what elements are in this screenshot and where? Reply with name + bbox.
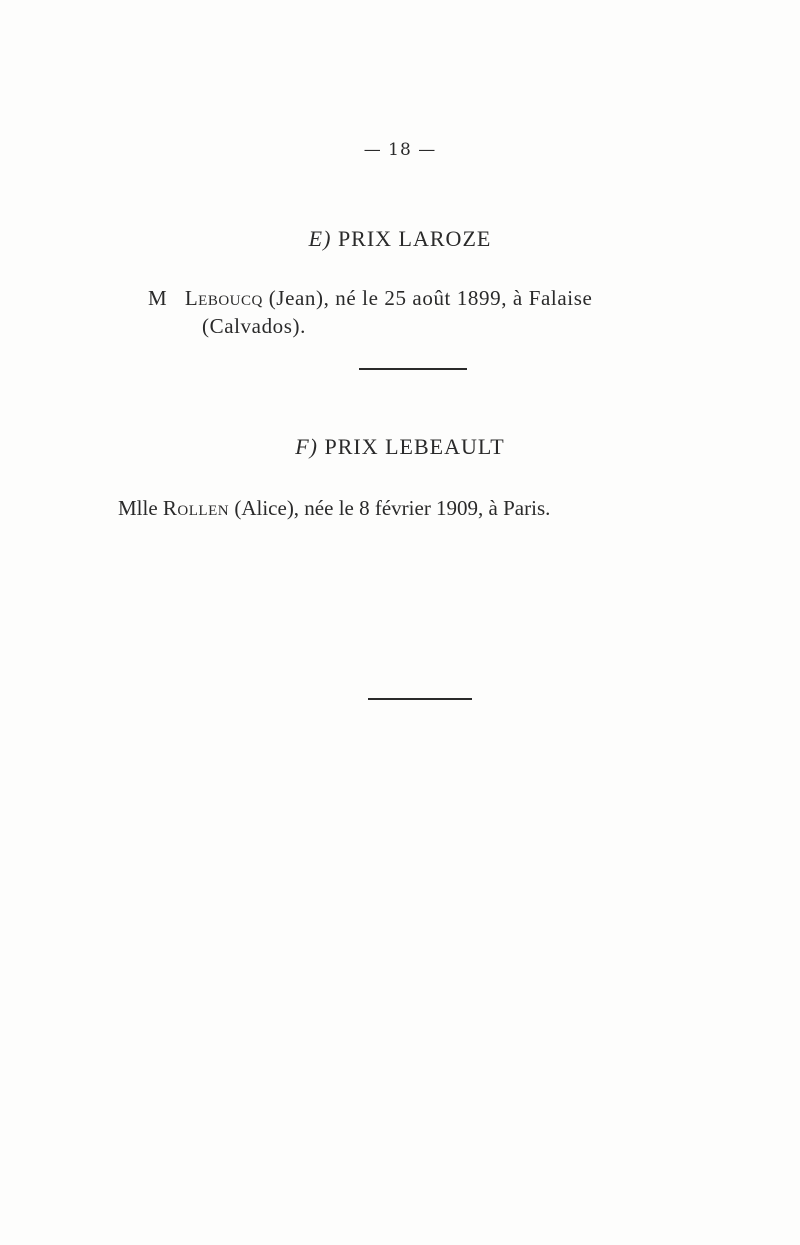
laureate-entry [148, 284, 668, 340]
entry-details: (Alice), née le 8 février 1909, à Paris. [234, 496, 551, 520]
entry-prefix: M [148, 286, 168, 310]
section-divider [359, 368, 467, 370]
section-title: PRIX LEBEAULT [324, 434, 505, 459]
section-heading-prix-lebeault [0, 434, 800, 460]
entry-surname: Rollen [162, 496, 230, 520]
entry-details-continued: (Calvados). [202, 314, 306, 338]
end-divider [368, 698, 472, 700]
entry-details: (Jean), né le 25 août 1899, à Falaise [268, 286, 593, 310]
section-letter: F) [295, 434, 318, 459]
section-title: PRIX LAROZE [337, 226, 492, 251]
page-number: — 18 — [363, 140, 437, 160]
entry-prefix: Mlle [118, 496, 158, 520]
entry-surname: Leboucq [184, 286, 263, 310]
section-heading-prix-laroze [0, 226, 800, 252]
laureate-entry [118, 494, 678, 522]
section-letter: E) [308, 226, 332, 251]
